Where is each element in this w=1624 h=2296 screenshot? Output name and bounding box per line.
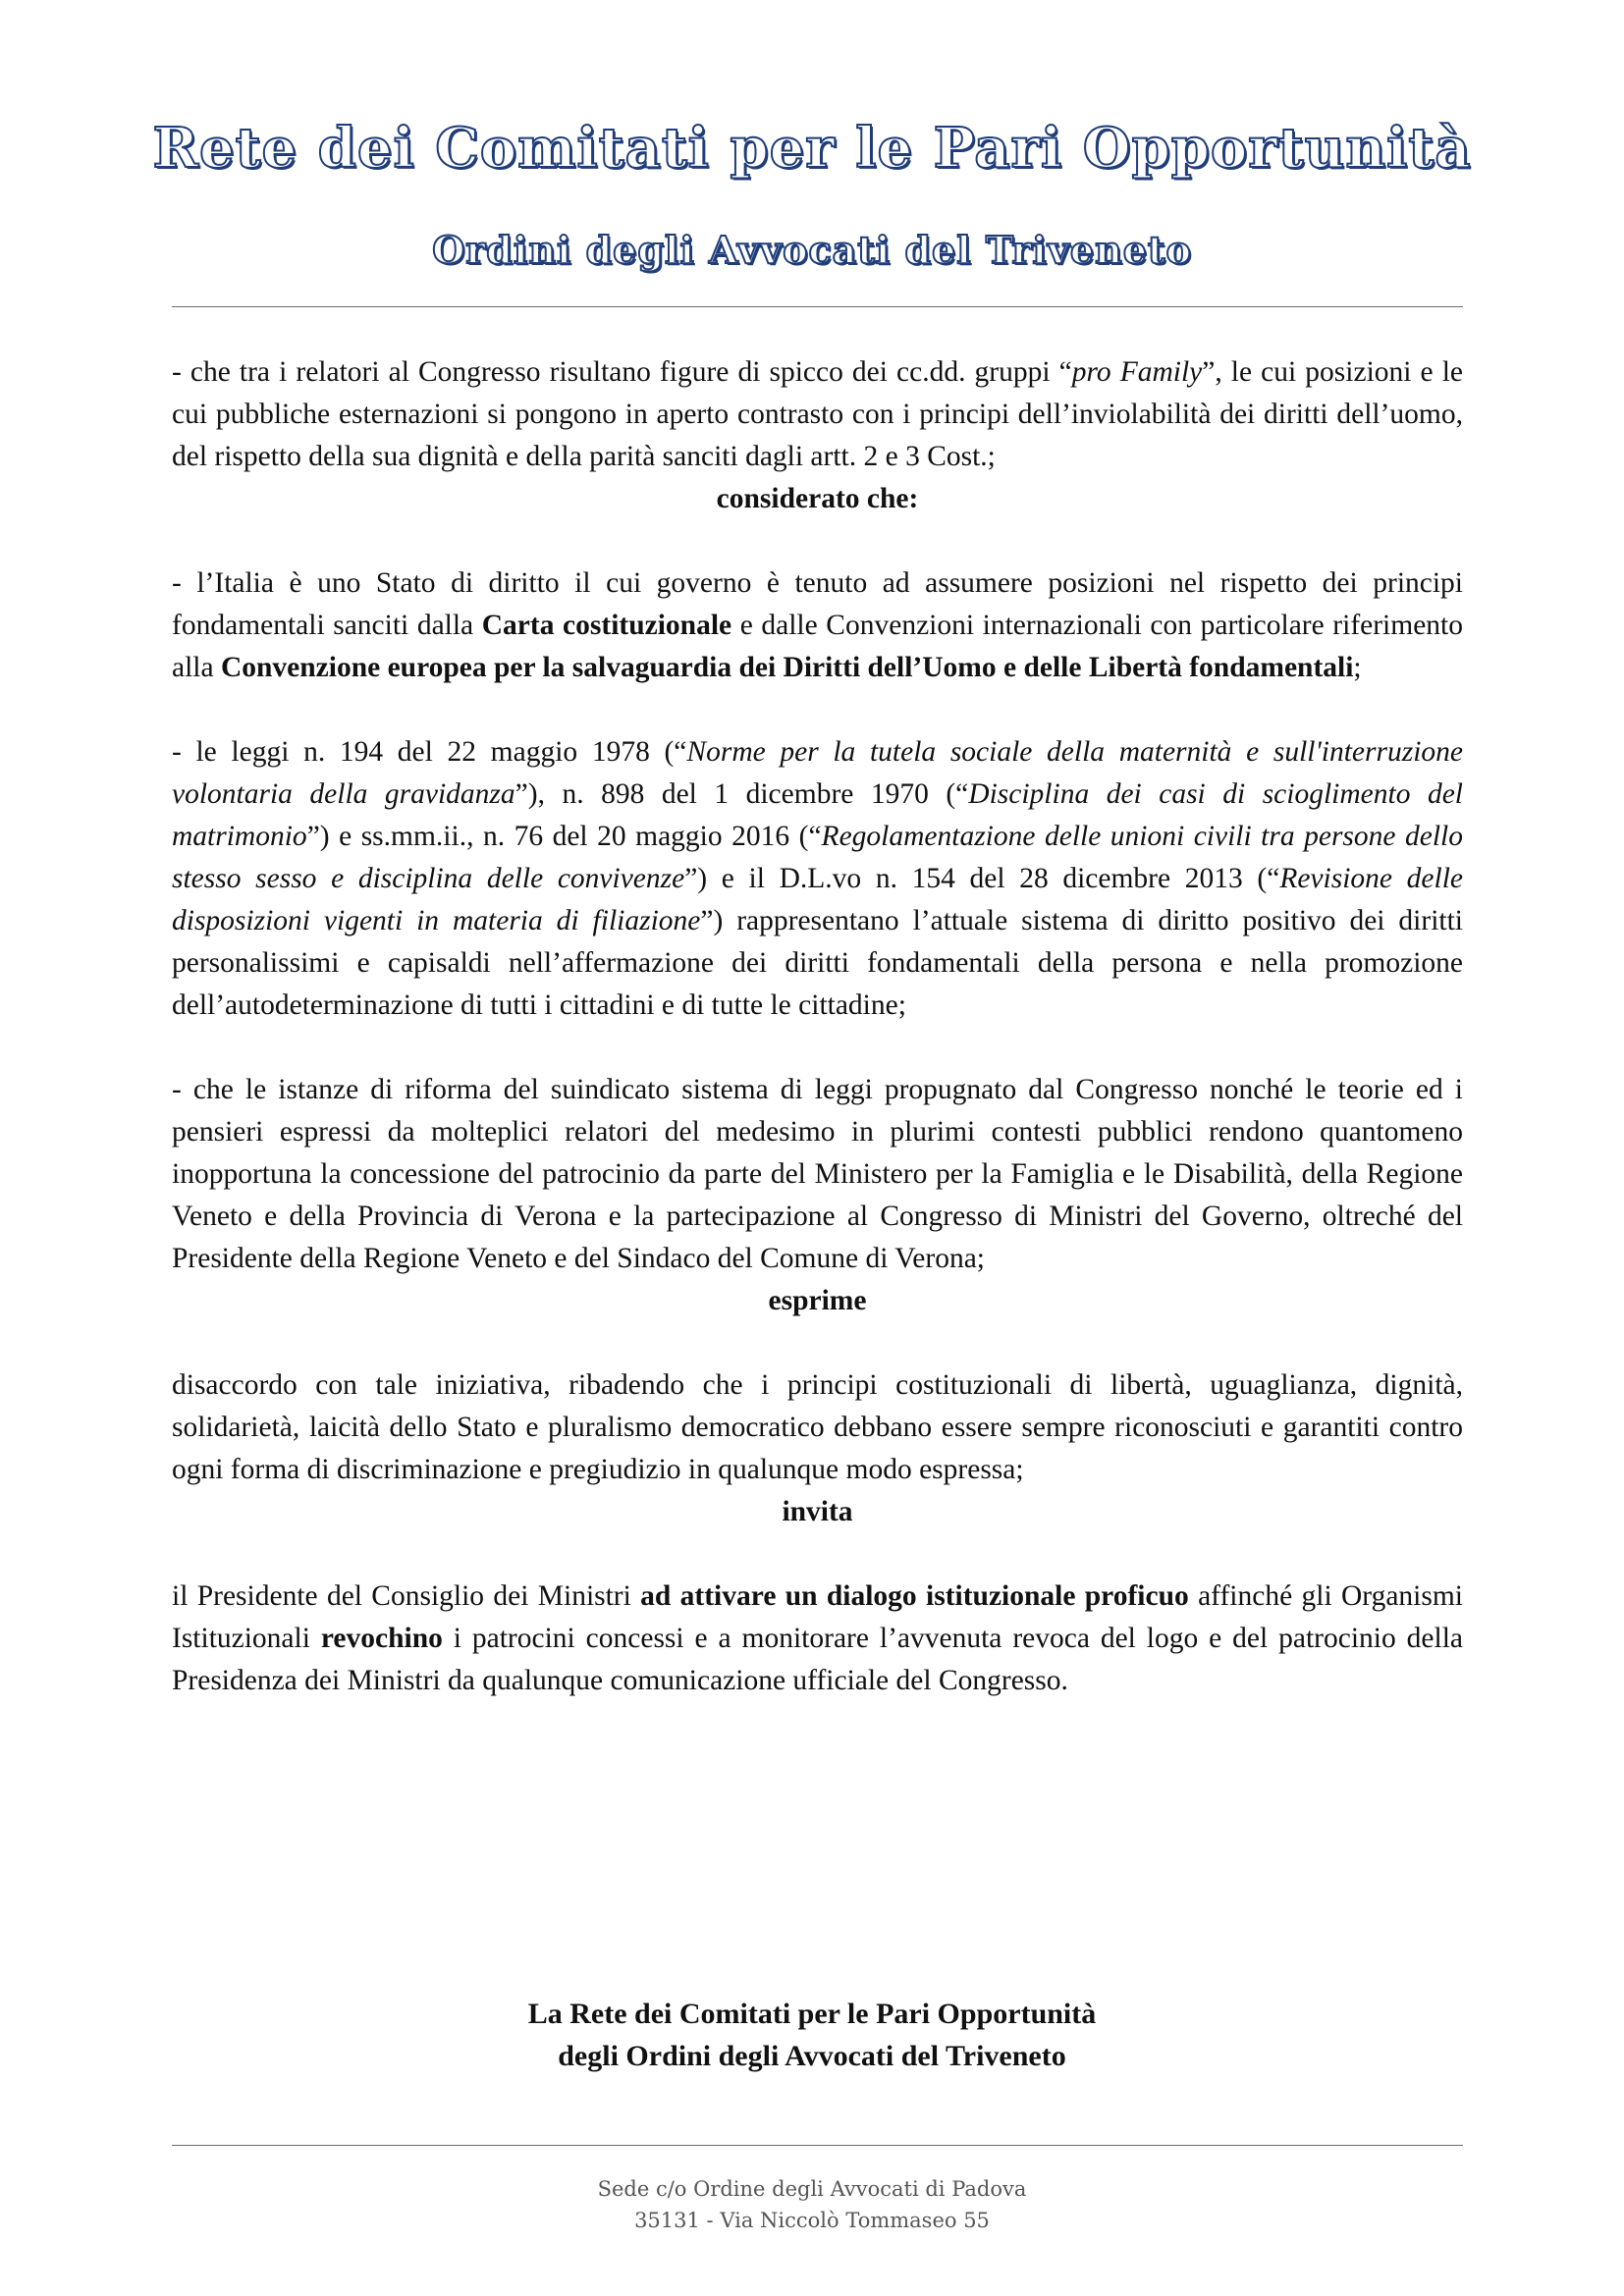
document-body	[172, 351, 1463, 1702]
letterhead-subtitle: Ordini degli Avvocati del Triveneto	[432, 228, 1192, 272]
paragraph-relatori: - che tra i relatori al Congresso risultano figure di spicco dei cc.dd. gruppi “pro Family”, le cui posizioni e le cui pubbliche esternazioni si pongono in aperto contrasto con i principi dell’inviolabilità dei diritti dell’uomo, del rispetto della sua dignità e della parità sanciti dagli artt. 2 e 3 Cost.;	[172, 356, 1463, 472]
paragraph-presidente: il Presidente del Consiglio dei Ministri ad attivare un dialogo istituzionale proficuo affinché gli Organismi Istituzionali revochino i patrocini concessi e a monitorare l’avvenuta revoca del logo e del patrocinio della Presidenza dei Ministri da qualunque comunicazione ufficiale del Congresso.	[172, 1580, 1463, 1696]
signature-block	[0, 1993, 1624, 2077]
heading-considerato: considerato che:	[716, 483, 919, 514]
signature-line-2: degli Ordini degli Avvocati del Triveneto	[558, 2040, 1066, 2072]
footer-address	[0, 2173, 1624, 2236]
heading-invita: invita	[782, 1496, 853, 1527]
signature-line-1: La Rete dei Comitati per le Pari Opportunità	[527, 1998, 1097, 2030]
heading-esprime: esprime	[768, 1285, 867, 1316]
header-divider	[172, 306, 1463, 307]
footer-line-2: 35131 - Via Niccolò Tommaseo 55	[634, 2209, 990, 2232]
footer-divider	[172, 2145, 1463, 2146]
paragraph-stato-diritto: - l’Italia è uno Stato di diritto il cui governo è tenuto ad assumere posizioni nel rispetto dei principi fondamentali sanciti dalla Carta costituzionale e dalle Convenzioni internazionali con particolare riferimento alla Convenzione europea per la salvaguardia dei Diritti dell’Uomo e delle Libertà fondamentali;	[172, 567, 1463, 683]
paragraph-istanze: - che le istanze di riforma del suindicato sistema di leggi propugnato dal Congresso nonché le teorie ed i pensieri espressi da molteplici relatori del medesimo in plurimi contesti pubblici rendono quantomeno inopportuna la concessione del patrocinio da parte del Ministero per la Famiglia e le Disabilità, della Regione Veneto e della Provincia di Verona e la partecipazione al Congresso di Ministri del Governo, oltreché del Presidente della Regione Veneto e del Sindaco del Comune di Verona;	[172, 1074, 1463, 1274]
letterhead-title: Rete dei Comitati per le Pari Opportunità	[152, 116, 1472, 181]
paragraph-leggi: - le leggi n. 194 del 22 maggio 1978 (“Norme per la tutela sociale della maternità e sull'interruzione volontaria della gravidanza”), n. 898 del 1 dicembre 1970 (“Disciplina dei casi di scioglimento del matrimonio”) e ss.mm.ii., n. 76 del 20 maggio 2016 (“Regolamentazione delle unioni civili tra persone dello stesso sesso e disciplina delle convivenze”) e il D.L.vo n. 154 del 28 dicembre 2013 (“Revisione delle disposizioni vigenti in materia di filiazione”) rappresentano l’attuale sistema di diritto positivo dei diritti personalissimi e capisaldi nell’affermazione dei diritti fondamentali della persona e nella promozione dell’autodeterminazione di tutti i cittadini e di tutte le cittadine;	[172, 736, 1463, 1021]
paragraph-disaccordo: disaccordo con tale iniziativa, ribadendo che i principi costituzionali di libertà, uguaglianza, dignità, solidarietà, laicità dello Stato e pluralismo democratico debbano essere sempre riconosciuti e garantiti contro ogni forma di discriminazione e pregiudizio in qualunque modo espressa;	[172, 1369, 1463, 1485]
footer-line-1: Sede c/o Ordine degli Avvocati di Padova	[597, 2177, 1027, 2201]
